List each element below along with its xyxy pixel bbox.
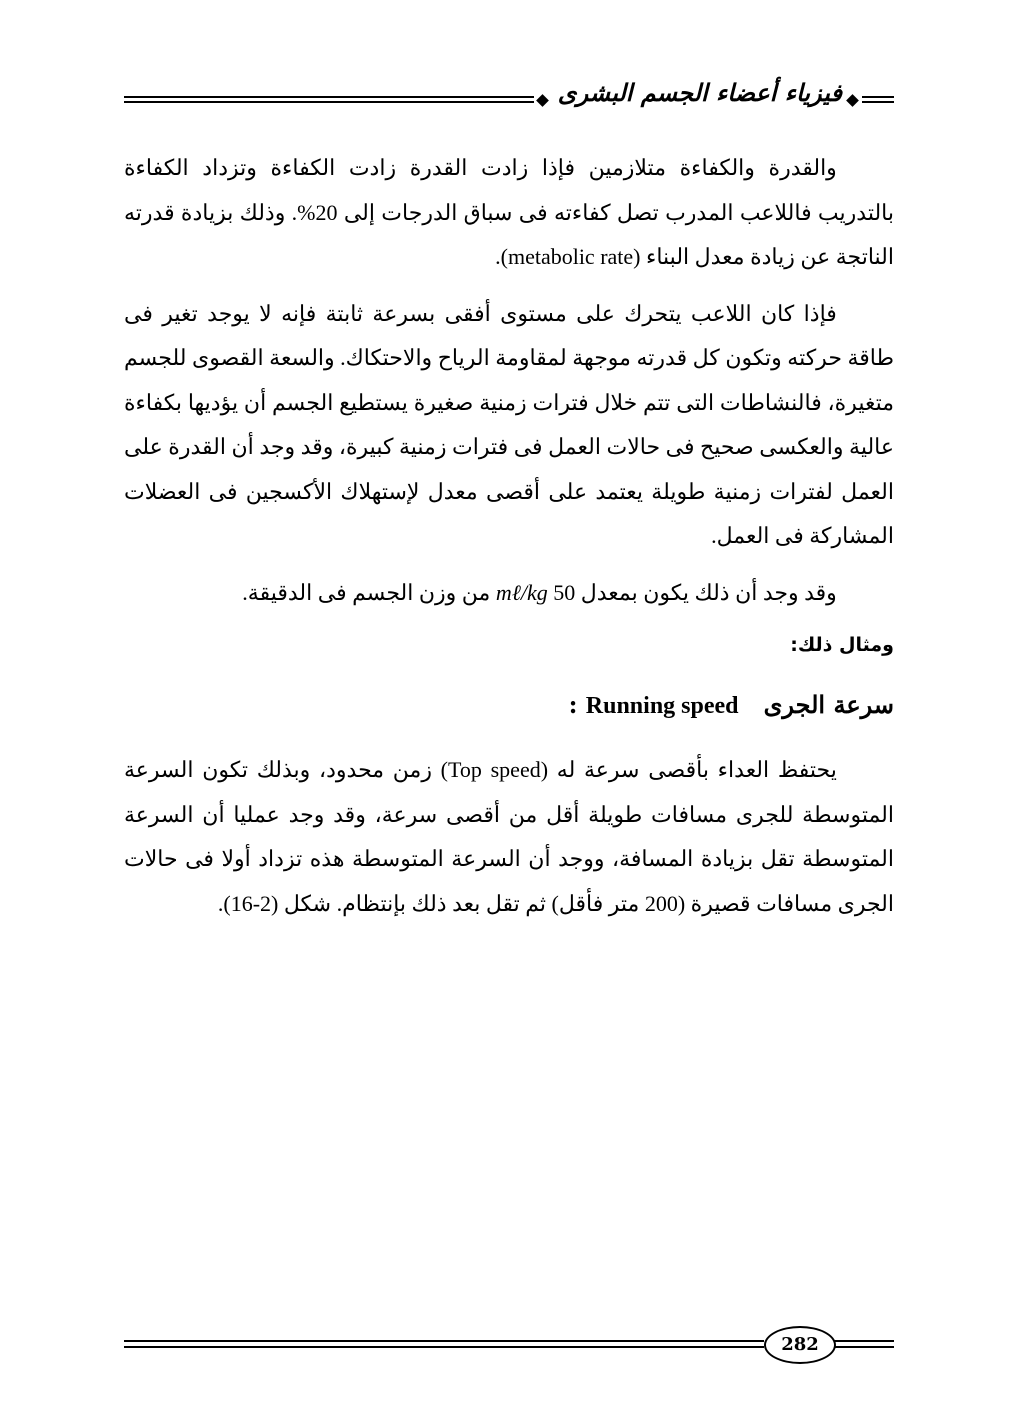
header-diamond-left — [536, 94, 549, 107]
book-title: فيزياء أعضاء الجسم البشرى — [557, 78, 842, 107]
example-label: ومثال ذلك: — [790, 634, 894, 656]
header-rule-right — [862, 96, 894, 103]
header-diamond-right — [846, 94, 859, 107]
page-number: 282 — [764, 1326, 836, 1364]
page-body — [124, 146, 894, 938]
page-footer — [124, 1322, 894, 1366]
paragraph-running-speed: يحتفظ العداء بأقصى سرعة له (Top speed) زمن محدود، وبذلك تكون السرعة المتوسطة للجرى مسافات طويلة أقل من أقصى سرعة، وقد وجد عمليا أن السرعة المتوسطة تقل بزيادة المسافة، ووجد أن السرعة المتوسطة هذه تزداد أولا فى حالات الجرى مسافات قصيرة (200 متر فأقل) ثم تقل بعد ذلك بإنتظام. شكل (2-16). — [124, 757, 894, 916]
paragraph-horizontal-motion: فإذا كان اللاعب يتحرك على مستوى أفقى بسرعة ثابتة فإنه لا يوجد تغير فى طاقة حركته وتكون كل قدرته موجهة لمقاومة الرياح والاحتكاك. والسعة القصوى للجسم متغيرة، فالنشاطات التى تتم خلال فترات زمنية صغيرة يستطيع الجسم أن يؤديها بكفاءة عالية والعكسى صحيح فى حالات العمل فى فترات زمنية كبيرة، وقد وجد أن القدرة على العمل لفترات زمنية طويلة يعتمد على أقصى معدل لإستهلاك الأكسجين فى العضلات المشاركة فى العمل. — [124, 300, 894, 548]
header-rule-left — [124, 96, 534, 103]
footer-rule-right — [834, 1340, 894, 1348]
paragraph-efficiency: والقدرة والكفاءة متلازمين فإذا زادت القدرة زادت الكفاءة وتزداد الكفاءة بالتدريب فاللاعب المدرب تصل كفاءته فى سباق الدرجات إلى 20%. وذلك بزيادة قدرته الناتجة عن زيادة معدل البناء (metabolic rate). — [124, 155, 894, 269]
running-header — [124, 78, 894, 124]
section-heading-english: Running speed — [585, 693, 739, 719]
footer-rule-left — [124, 1340, 764, 1348]
paragraph-oxygen-rate — [124, 571, 894, 616]
section-heading-colon: : — [568, 690, 578, 719]
section-heading — [124, 685, 894, 726]
oxygen-rate-text-start: وقد وجد أن ذلك يكون بمعدل 50 — [547, 579, 837, 605]
oxygen-rate-text-end: من وزن الجسم فى الدقيقة. — [242, 579, 496, 605]
section-heading-arabic: سرعة الجرى — [763, 690, 894, 719]
oxygen-rate-unit: mℓ/kg — [495, 579, 548, 605]
